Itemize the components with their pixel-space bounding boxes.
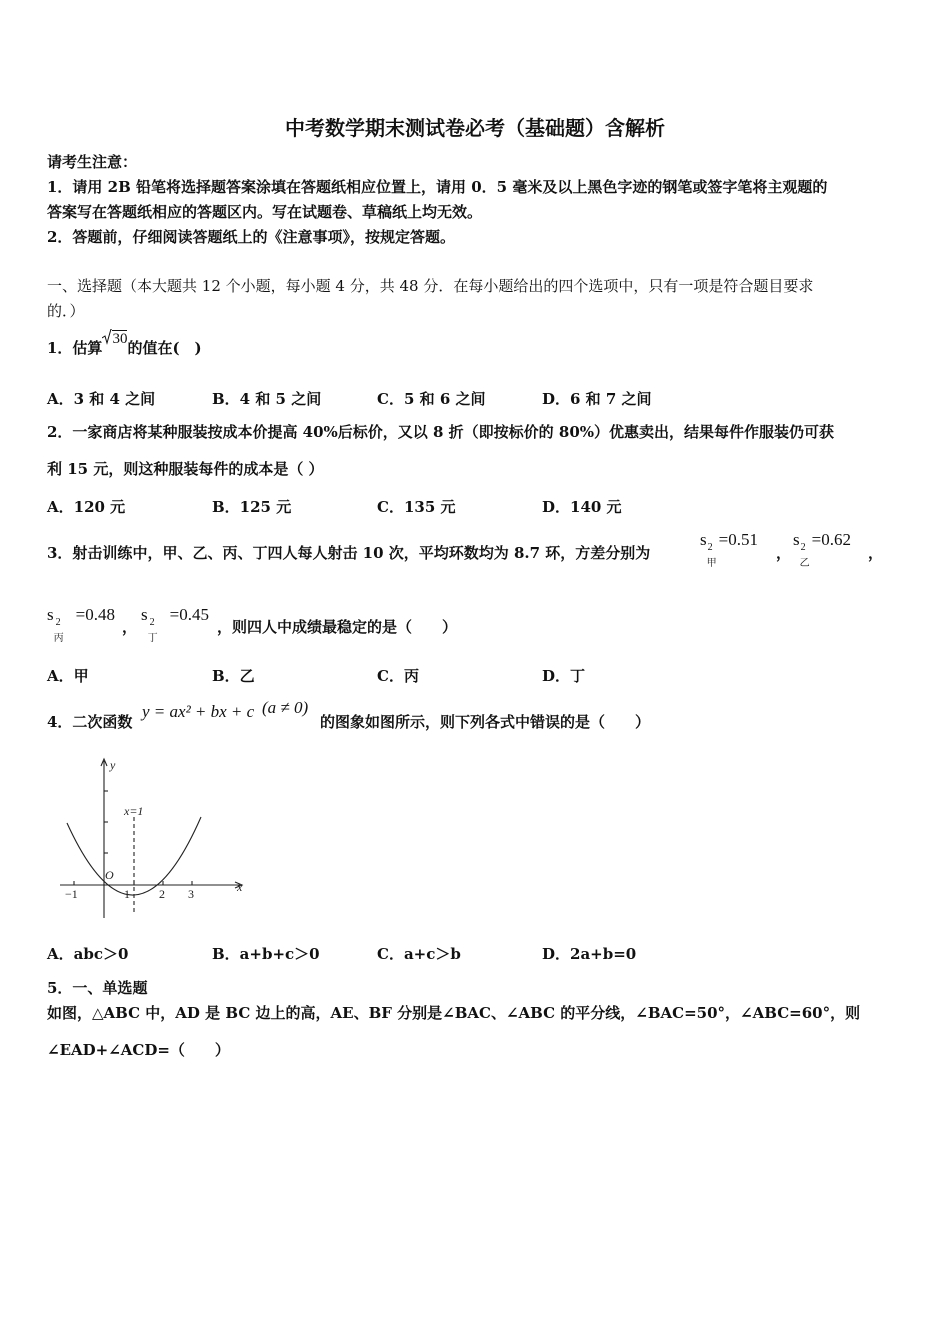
q1-option-c[interactable]: C．5 和 6 之间 xyxy=(377,390,486,408)
q2-option-b[interactable]: B．125 元 xyxy=(212,498,292,516)
sqrt-30 xyxy=(102,331,127,347)
q3-option-a[interactable]: A．甲 xyxy=(47,667,89,685)
q2-option-d[interactable]: D．140 元 xyxy=(542,498,622,516)
question-5-line-3: ∠EAD+∠ACD=（ ） xyxy=(47,1041,230,1059)
variance-bing: s 2 丙 =0.48 xyxy=(47,605,115,644)
origin-label: O xyxy=(105,868,114,882)
variance-separator-1: ， xyxy=(776,544,792,562)
question-2-line-1: 2．一家商店将某种服装按成本价提高 40%后标价，又以 8 折（即按标价的 80%）优惠卖出，结果每件作服装仍可获 xyxy=(47,423,835,441)
question-4-suffix: 的图象如图所示，则下列各式中错误的是（ ） xyxy=(320,713,651,731)
q1-option-d[interactable]: D．6 和 7 之间 xyxy=(542,390,652,408)
section-1-heading-line-2: 的．） xyxy=(47,302,85,320)
q2-option-a[interactable]: A．120 元 xyxy=(47,498,126,516)
q1-option-a[interactable]: A．3 和 4 之间 xyxy=(47,390,156,408)
q3-option-b[interactable]: B．乙 xyxy=(212,667,255,685)
question-3-end: ，则四人中成绩最稳定的是（ ） xyxy=(217,618,458,636)
tick-label-3: 3 xyxy=(188,887,194,901)
question-2-line-2: 利 15 元，则这种服装每件的成本是（ ） xyxy=(47,460,324,478)
tick-label-2: 2 xyxy=(159,887,165,901)
question-1 xyxy=(47,331,202,359)
section-1-heading-line-1: 一、选择题（本大题共 12 个小题，每小题 4 分，共 48 分．在每小题给出的四个选项中，只有一项是符合题目要求 xyxy=(47,277,814,295)
question-5-line-2: 如图，△ABC 中，AD 是 BC 边上的高，AE、BF 分别是∠BAC、∠ABC 的平分线，∠BAC=50°，∠ABC=60°，则 xyxy=(47,1004,861,1022)
question-3-text: 3．射击训练中，甲、乙、丙、丁四人每人射击 10 次，平均环数均为 8.7 环，方差分别为 xyxy=(47,544,651,562)
question-5-line-1: 5．一、单选题 xyxy=(47,979,148,997)
variance-separator-2: ， xyxy=(868,544,884,562)
y-axis-label: y xyxy=(110,758,116,772)
variance-yi: s 2 乙 =0.62 xyxy=(793,530,851,569)
tick-label-1: 1 xyxy=(124,887,130,901)
sqrt-radicand: 30 xyxy=(112,331,128,347)
notice-item-1-line-1: 1．请用 2B 铅笔将选择题答案涂填在答题纸相应位置上，请用 0．5 毫米及以上黑色字迹的钢笔或签字笔将主观题的 xyxy=(47,178,828,196)
variance-separator-3: ， xyxy=(122,618,138,636)
variance-ding: s 2 丁 =0.45 xyxy=(141,605,209,644)
quadratic-condition: (a ≠ 0) xyxy=(262,698,309,717)
notice-item-2: 2．答题前，仔细阅读答题纸上的《注意事项》，按规定答题。 xyxy=(47,228,455,246)
variance-jia: s 2 甲 =0.51 xyxy=(700,530,758,569)
x-axis-label: x xyxy=(237,880,243,894)
radical-sign-icon xyxy=(102,329,112,345)
quadratic-formula: y = ax² + bx + c xyxy=(142,702,255,721)
q4-option-c[interactable]: C．a+c＞b xyxy=(377,945,461,963)
q1-option-b[interactable]: B．4 和 5 之间 xyxy=(212,390,322,408)
q4-option-d[interactable]: D．2a+b=0 xyxy=(542,945,637,963)
q4-option-b[interactable]: B．a+b+c＞0 xyxy=(212,945,320,963)
symmetry-axis-label: x=1 xyxy=(124,804,144,818)
q1-prefix: 1．估算 xyxy=(47,339,103,357)
q1-suffix: 的值在( ) xyxy=(127,339,202,357)
notice-item-1-line-2: 答案写在答题纸相应的答题区内。写在试题卷、草稿纸上均无效。 xyxy=(47,203,483,221)
q2-option-c[interactable]: C．135 元 xyxy=(377,498,456,516)
tick-label-minus-1: −1 xyxy=(65,887,78,901)
parabola-graph xyxy=(55,755,255,920)
q4-option-a[interactable]: A．abc＞0 xyxy=(47,945,129,963)
notice-heading: 请考生注意： xyxy=(47,153,138,171)
page-title: 中考数学期末测试卷必考（基础题）含解析 xyxy=(285,116,665,140)
q3-option-c[interactable]: C．丙 xyxy=(377,667,419,685)
q3-option-d[interactable]: D．丁 xyxy=(542,667,586,685)
question-4-prefix: 4．二次函数 xyxy=(47,713,133,731)
